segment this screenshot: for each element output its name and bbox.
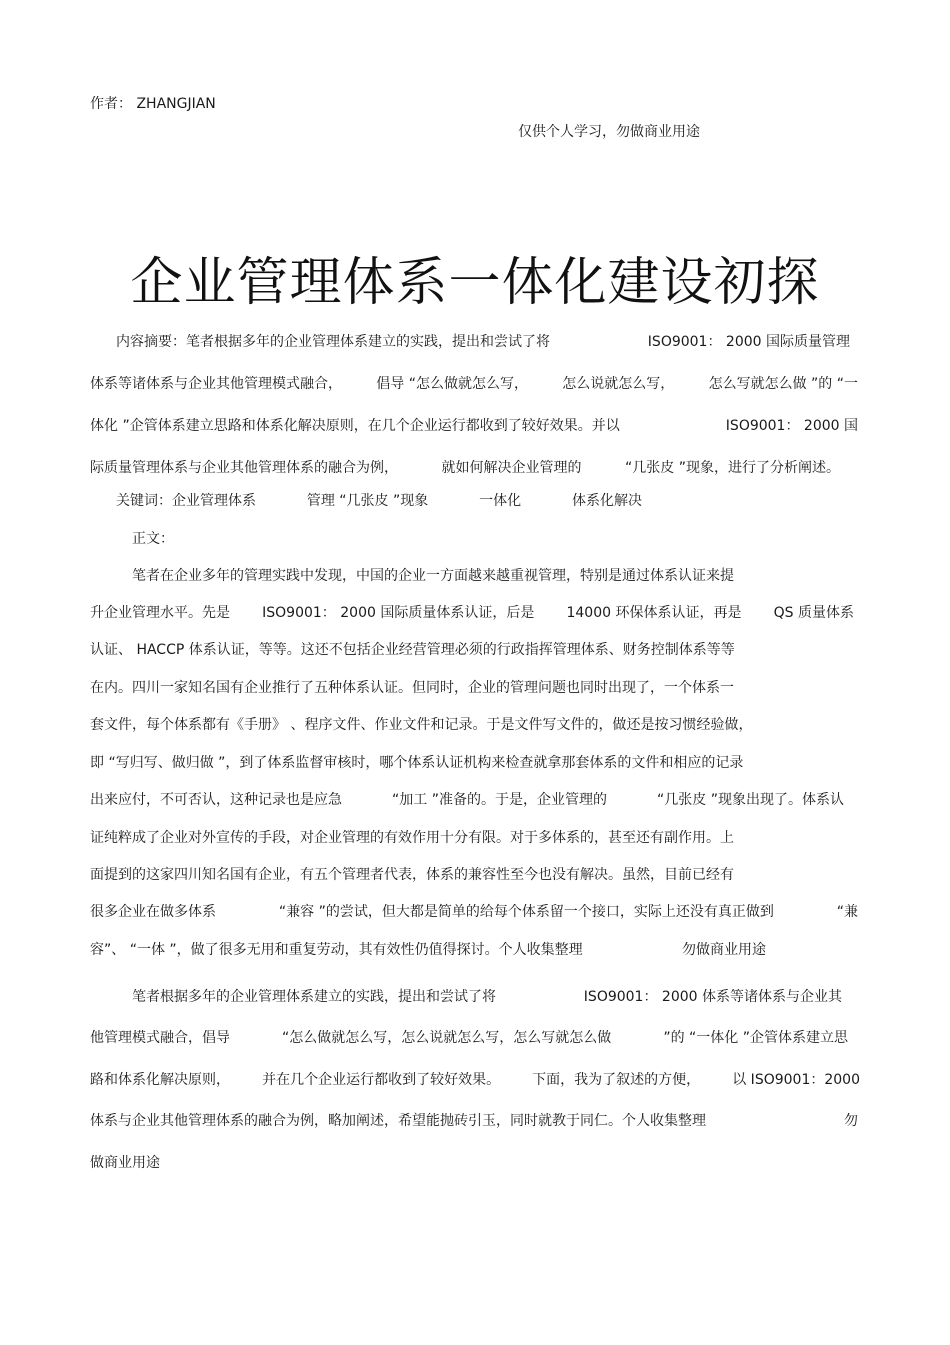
paragraph-text: 笔者根据多年的企业管理体系建立的实践，提出和尝试了将 xyxy=(132,989,496,1005)
keyword: 管理 “几张皮 ”现象 xyxy=(306,493,429,509)
paragraph-text: ”的 “一体化 ”企管体系建立思 xyxy=(663,1030,848,1046)
paragraph-text: “加工 ”准备的。于是，企业管理的 xyxy=(392,792,607,808)
paragraph-line xyxy=(90,941,766,959)
paragraph-line: 套文件，每个体系都有《手册》 、程序文件、作业文件和记录。于是文件写文件的，做还是按习惯经验做， xyxy=(90,717,753,733)
usage-notice: 仅供个人学习，勿做商业用途 xyxy=(518,124,700,140)
abstract-text: ISO9001： 2000 国际质量管理 xyxy=(647,334,850,350)
paragraph-line: 面提到的这家四川知名国有企业，有五个管理者代表，体系的兼容性至今也没有解决。虽然，目前已经有 xyxy=(90,867,734,883)
paragraph-text: 出来应付，不可否认，这种记录也是应急 xyxy=(90,792,342,808)
paragraph-text: 下面，我为了叙述的方便， xyxy=(532,1072,701,1088)
abstract-text: 怎么说就怎么写， xyxy=(562,376,675,392)
abstract-text: “几张皮 ”现象，进行了分析阐述。 xyxy=(625,460,840,476)
paragraph-text: “兼 xyxy=(836,904,858,920)
paragraph-text: 很多企业在做多体系 xyxy=(90,904,216,920)
paragraph-line xyxy=(90,791,844,809)
abstract-text: 体化 ”企管体系建立思路和体系化解决原则，在几个企业运行都收到了较好效果。并以 xyxy=(90,418,620,434)
paragraph-text: 路和体系化解决原则， xyxy=(90,1072,230,1088)
abstract-text: ISO9001： 2000 国 xyxy=(725,418,858,434)
paragraph-line xyxy=(132,988,842,1006)
keyword: 关键词：企业管理体系 xyxy=(116,493,256,509)
paragraph-text: 勿做商业用途 xyxy=(682,942,766,958)
abstract-line xyxy=(90,375,858,393)
paragraph-line xyxy=(90,1029,848,1047)
paragraph-text: ISO9001： 2000 国际质量体系认证，后是 xyxy=(262,605,535,621)
paragraph-text: QS 质量体系 xyxy=(773,605,854,621)
paragraph-line: 在内。四川一家知名国有企业推行了五种体系认证。但同时，企业的管理问题也同时出现了，一个体系一 xyxy=(90,680,734,696)
paragraph-line: 证纯粹成了企业对外宣传的手段，对企业管理的有效作用十分有限。对于多体系的，甚至还有副作用。上 xyxy=(90,830,734,846)
paragraph-line: 即 “写归写、做归做 ”，到了体系监督审核时，哪个体系认证机构来检查就拿那套体系的文件和相应的记录 xyxy=(90,755,744,771)
paragraph-text: “兼容 ”的尝试，但大都是简单的给每个体系留一个接口，实际上还没有真正做到 xyxy=(278,904,774,920)
paragraph-line xyxy=(90,1112,858,1130)
abstract-text: 内容摘要：笔者根据多年的企业管理体系建立的实践，提出和尝试了将 xyxy=(116,334,550,350)
paragraph-line: 认证、 HACCP 体系认证，等等。这还不包括企业经营管理必须的行政指挥管理体系、财务控制体系等等 xyxy=(90,642,735,658)
abstract-text: 就如何解决企业管理的 xyxy=(441,460,582,476)
paragraph-text: “几张皮 ”现象出现了。体系认 xyxy=(657,792,844,808)
paragraph-text: 升企业管理水平。先是 xyxy=(90,605,230,621)
paragraph-line xyxy=(90,604,854,622)
body-label: 正文： xyxy=(132,531,174,547)
keyword: 一体化 xyxy=(479,493,522,509)
abstract-text: 体系等诸体系与企业其他管理模式融合， xyxy=(90,376,342,392)
paragraph-text: 容”、 “一体 ”，做了很多无用和重复劳动，其有效性仍值得探讨。个人收集整理 xyxy=(90,942,583,958)
author-line: 作者： ZHANGJIAN xyxy=(90,96,216,112)
keyword: 体系化解决 xyxy=(571,493,642,509)
paragraph-line: 笔者在企业多年的管理实践中发现，中国的企业一方面越来越重视管理，特别是通过体系认证来提 xyxy=(132,568,734,584)
paragraph-text: “怎么做就怎么写，怎么说就怎么写，怎么写就怎么做 xyxy=(282,1030,612,1046)
paragraph-text: ISO9001： 2000 体系等诸体系与企业其 xyxy=(583,989,842,1005)
paragraph-line xyxy=(90,903,858,921)
paragraph-text: 并在几个企业运行都收到了较好效果。 xyxy=(262,1072,501,1088)
abstract-line xyxy=(116,333,850,351)
abstract-text: 倡导 “怎么做就怎么写， xyxy=(376,376,528,392)
paragraph-text: 勿 xyxy=(844,1113,858,1129)
paragraph-line: 做商业用途 xyxy=(90,1155,160,1171)
document-title: 企业管理体系一体化建设初探 xyxy=(130,253,820,313)
paragraph-text: 体系与企业其他管理体系的融合为例，略加阐述，希望能抛砖引玉，同时就教于同仁。个人收集整理 xyxy=(90,1113,706,1129)
paragraph-text: 他管理模式融合，倡导 xyxy=(90,1030,230,1046)
keywords-line xyxy=(116,492,642,510)
paragraph-text: 14000 环保体系认证，再是 xyxy=(566,605,742,621)
abstract-line xyxy=(90,459,840,477)
paragraph-text: 以 ISO9001：2000 xyxy=(732,1072,860,1088)
abstract-line xyxy=(90,417,858,435)
paragraph-line xyxy=(90,1071,860,1089)
abstract-text: 怎么写就怎么做 ”的 “一 xyxy=(708,376,858,392)
abstract-text: 际质量管理体系与企业其他管理体系的融合为例， xyxy=(90,460,398,476)
